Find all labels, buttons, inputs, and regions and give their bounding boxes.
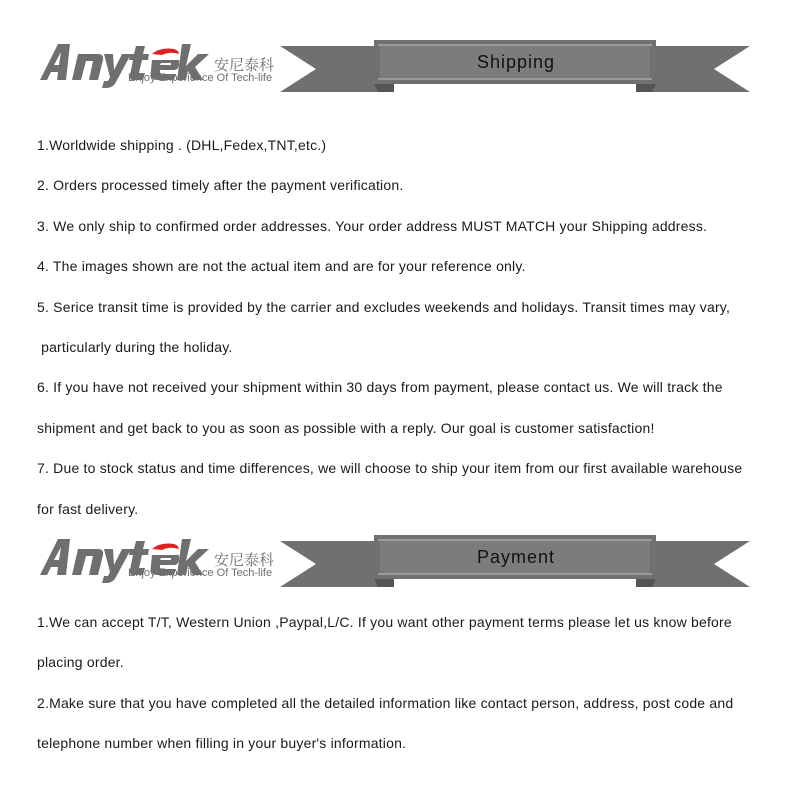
brand-chinese-name: 安尼泰科 <box>214 56 275 74</box>
payment-ribbon-banner <box>280 525 750 605</box>
payment-item-1: 1.We can accept T/T, Western Union ,Paypal,L/C. If you want other payment terms please let us know before <box>37 614 732 630</box>
payment-item-2: 2.Make sure that you have completed all the detailed information like contact person, address, post code and <box>37 694 734 711</box>
shipping-item-6-cont: shipment and get back to you as soon as possible with a reply. Our goal is customer satisfaction! <box>37 419 655 436</box>
shipping-item-7: 7. Due to stock status and time differences, we will choose to ship your item from our first available warehouse <box>37 460 743 477</box>
shipping-ribbon-banner <box>280 30 750 110</box>
brand-tagline: Enjoy Experience Of Tech-life <box>128 567 273 579</box>
shipping-header <box>0 30 800 110</box>
payment-item-1-cont: placing order. <box>37 654 124 671</box>
shipping-item-5: 5. Serice transit time is provided by the carrier and excludes weekends and holidays. Transit times may vary, <box>37 298 731 315</box>
shipping-item-3: 3. We only ship to confirmed order addresses. Your order address MUST MATCH your Shipping address. <box>37 217 708 234</box>
payment-header <box>0 525 800 605</box>
shipping-item-6: 6. If you have not received your shipment within 30 days from payment, please contact us. We will track the <box>37 379 723 396</box>
shipping-item-4: 4. The images shown are not the actual item and are for your reference only. <box>37 258 526 275</box>
shipping-title: Shipping <box>476 52 556 72</box>
shipping-item-1: 1.Worldwide shipping . (DHL,Fedex,TNT,etc.) <box>37 137 327 153</box>
shipping-item-5-cont: particularly during the holiday. <box>37 339 233 356</box>
brand-tagline: Enjoy Experience Of Tech-life <box>128 72 273 84</box>
shipping-item-2: 2. Orders processed timely after the payment verification. <box>37 177 404 194</box>
brand-logo <box>36 525 286 605</box>
payment-item-2-cont: telephone number when filling in your buyer's information. <box>37 735 407 752</box>
payment-list <box>37 602 797 764</box>
brand-logo <box>36 30 286 110</box>
shipping-item-7-cont: for fast delivery. <box>37 500 139 517</box>
payment-title: Payment <box>476 547 556 567</box>
shipping-list <box>37 125 797 529</box>
brand-chinese-name: 安尼泰科 <box>214 551 275 569</box>
